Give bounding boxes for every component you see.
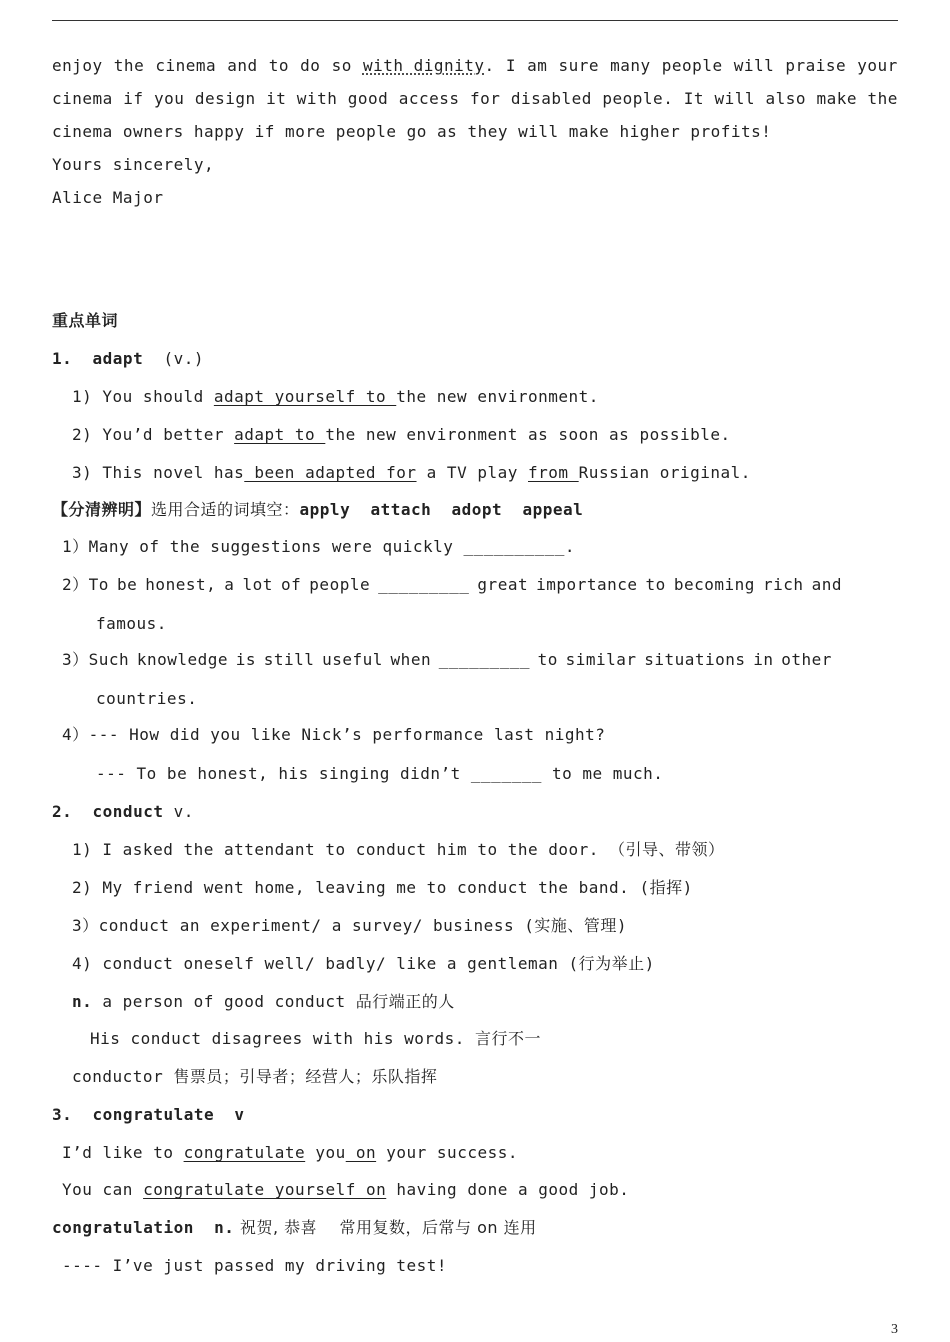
exercise-3-word: is bbox=[235, 650, 257, 669]
word-2-noun: n. a person of good conduct 品行端正的人 bbox=[72, 992, 455, 1011]
exercise-2-word: 2）To bbox=[62, 575, 109, 594]
letter-line-1-word: with dignity. bbox=[362, 56, 495, 75]
letter-line-1-word: will bbox=[733, 56, 775, 75]
exercise-3-word: still bbox=[263, 650, 315, 669]
exercise-2-word: be bbox=[116, 575, 138, 594]
letter-line-2-word: for bbox=[470, 89, 501, 108]
exercise-2-word: becoming bbox=[673, 575, 755, 594]
exercise-3-word: other bbox=[781, 650, 832, 669]
word-1-example-2: 2) You’d better adapt to the new environment as soon as possible. bbox=[72, 425, 731, 444]
letter-line-1-word: I bbox=[505, 56, 516, 75]
letter-line-2-word: make bbox=[816, 89, 857, 108]
letter-closing: Yours sincerely, bbox=[52, 155, 215, 174]
page-number: 3 bbox=[891, 1322, 898, 1337]
letter-line-2-word: disabled bbox=[510, 89, 592, 108]
word-3-reply: ---- I’ve just passed my driving test! bbox=[62, 1256, 448, 1275]
word-1-example-3: 3) This novel has been adapted for a TV play from Russian original. bbox=[72, 463, 751, 482]
letter-line-2 bbox=[52, 89, 898, 109]
exercise-2-word: _________ bbox=[378, 575, 470, 594]
word-1-pos: (v.) bbox=[143, 349, 204, 368]
exercise-2-word: of bbox=[280, 575, 302, 594]
letter-line-1-word: many bbox=[610, 56, 651, 75]
letter-line-1-word: so bbox=[331, 56, 352, 75]
word-2-example-4: 4) conduct oneself well/ badly/ like a gentleman (行为举止) bbox=[72, 954, 655, 973]
exercise-2-word: rich bbox=[763, 575, 804, 594]
letter-line-2-word: if bbox=[123, 89, 144, 108]
letter-line-1-word: the bbox=[113, 56, 145, 75]
exercise-2-word: people bbox=[309, 575, 371, 594]
exercise-3-line-1 bbox=[62, 650, 832, 670]
letter-line-2-word: good bbox=[347, 89, 389, 108]
word-2-noun-example: His conduct disagrees with his words. 言行不一 bbox=[90, 1029, 542, 1048]
letter-line-2-word: also bbox=[765, 89, 807, 108]
exercise-2-word: and bbox=[811, 575, 842, 594]
letter-line-2-word: people. bbox=[602, 89, 674, 108]
letter-line-1-word: praise bbox=[785, 56, 847, 75]
exercise-3-word: similar bbox=[565, 650, 637, 669]
word-3-example-1: I’d like to congratulate you on your success. bbox=[62, 1143, 518, 1162]
letter-line-2-word: will bbox=[714, 89, 756, 108]
exercise-2-line-1 bbox=[62, 575, 842, 595]
letter-line-1-word: sure bbox=[558, 56, 599, 75]
letter-line-1 bbox=[52, 56, 898, 76]
letter-line-2-word: you bbox=[153, 89, 185, 108]
exercise-4-line-1: 4）--- How did you like Nick’s performance last night? bbox=[62, 725, 606, 744]
letter-line-1-word: to bbox=[268, 56, 290, 75]
exercise-4-line-2: --- To be honest, his singing didn’t _______ to me much. bbox=[96, 764, 664, 783]
exercise-2-word: to bbox=[645, 575, 666, 594]
word-3-heading: 3. congratulate v bbox=[52, 1105, 245, 1124]
letter-line-2-word: the bbox=[867, 89, 898, 108]
word-1-title: 1. adapt bbox=[52, 349, 144, 368]
exercise-3-line-2: countries. bbox=[96, 689, 198, 708]
exercise-3-word: to bbox=[537, 650, 558, 669]
letter-line-2-word: access bbox=[398, 89, 460, 108]
letter-signature: Alice Major bbox=[52, 188, 164, 207]
word-2-example-1: 1) I asked the attendant to conduct him to the door. （引导、带领） bbox=[72, 840, 725, 859]
word-2-example-3: 3）conduct an experiment/ a survey/ business (实施、管理) bbox=[72, 916, 627, 935]
exercise-3-word: 3）Such bbox=[62, 650, 130, 669]
letter-line-1-word: and bbox=[227, 56, 258, 75]
exercise-1: 1）Many of the suggestions were quickly __________. bbox=[62, 537, 576, 556]
exercise-3-word: when bbox=[390, 650, 432, 669]
word-1-heading bbox=[52, 349, 204, 369]
letter-line-3: cinema owners happy if more people go as they will make higher profits! bbox=[52, 122, 772, 141]
exercise-2-word: honest, bbox=[145, 575, 217, 594]
exercise-3-word: knowledge bbox=[136, 650, 229, 669]
letter-line-2-word: design bbox=[194, 89, 256, 108]
word-2-conductor: conductor 售票员；引导者；经营人；乐队指挥 bbox=[72, 1067, 438, 1086]
exercise-2-word: importance bbox=[536, 575, 638, 594]
letter-line-1-word: do bbox=[300, 56, 321, 75]
letter-line-2-word: with bbox=[296, 89, 338, 108]
letter-line-1-word: people bbox=[661, 56, 723, 75]
header-rule bbox=[52, 20, 898, 21]
word-2-heading: 2. conduct v. bbox=[52, 802, 194, 821]
letter-line-2-word: It bbox=[683, 89, 705, 108]
exercise-2-word: lot bbox=[242, 575, 273, 594]
exercise-2-word: great bbox=[477, 575, 529, 594]
exercise-3-word: situations bbox=[644, 650, 746, 669]
word-2-example-2: 2) My friend went home, leaving me to conduct the band. (指挥) bbox=[72, 878, 693, 897]
word-3-example-2: You can congratulate yourself on having done a good job. bbox=[62, 1180, 630, 1199]
word-1-example-1: 1) You should adapt yourself to the new environment. bbox=[72, 387, 599, 406]
section-title: 重点单词 bbox=[52, 311, 119, 330]
word-3-noun: congratulation n. 祝贺, 恭喜 常用复数，后常与 on 连用 bbox=[52, 1218, 537, 1237]
exercise-3-word: _________ bbox=[438, 650, 530, 669]
letter-line-1-word: enjoy bbox=[52, 56, 103, 75]
exercise-3-word: useful bbox=[322, 650, 383, 669]
exercise-3-word: in bbox=[753, 650, 774, 669]
letter-line-1-word: your bbox=[857, 56, 898, 75]
letter-line-2-word: cinema bbox=[52, 89, 113, 108]
exercise-2-word: a bbox=[224, 575, 235, 594]
letter-line-2-word: it bbox=[266, 89, 287, 108]
distinguish-instruction: 【分清辨明】选用合适的词填空：apply attach adopt appeal bbox=[52, 500, 584, 519]
letter-line-1-word: cinema bbox=[155, 56, 217, 75]
exercise-2-line-2: famous. bbox=[96, 614, 167, 633]
letter-line-1-word: am bbox=[527, 56, 548, 75]
